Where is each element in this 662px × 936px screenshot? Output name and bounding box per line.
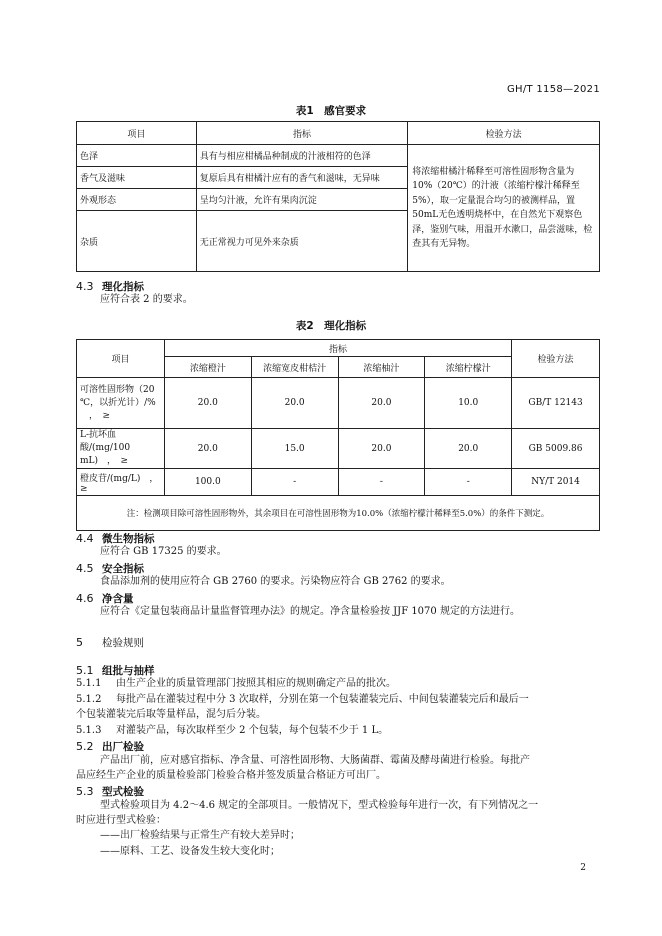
table-row <box>77 469 600 496</box>
section-title: 净含量 <box>102 593 134 605</box>
row-item: 色泽 <box>77 145 197 167</box>
col-group: 指标 <box>164 340 511 357</box>
row-label: 可溶性固形物（20 ℃，以折光计）/% ， ≥ <box>77 378 165 429</box>
row-item: 杂质 <box>77 211 197 272</box>
row-value: 20.0 <box>338 378 425 429</box>
subhead-orange: 浓缩橙汁 <box>164 357 251 378</box>
section-body: 应符合 GB 17325 的要求。 <box>100 546 227 557</box>
col-item: 项目 <box>77 340 165 378</box>
row-spec: 复原后具有柑橘汁应有的香气和滋味，无异味 <box>196 167 408 189</box>
row-label: L-抗坏血酸/(mg/100 mL) ， ≥ <box>77 429 165 469</box>
row-value: 20.0 <box>164 378 251 429</box>
subhead-mandarin: 浓缩宽皮柑桔汁 <box>251 357 338 378</box>
table-row <box>77 429 600 469</box>
row-spec: 呈均匀汁液，允许有果肉沉淀 <box>196 189 408 211</box>
section-body-cont: 品应经生产企业的质量检验部门检验合格并签发质量合格证方可出厂。 <box>76 770 386 781</box>
clause-number: 5.1.1 <box>76 678 102 689</box>
subhead-pomelo: 浓缩柚汁 <box>338 357 425 378</box>
table-row <box>77 378 600 429</box>
section-number: 5.2 <box>76 740 94 753</box>
table-row <box>77 145 600 167</box>
row-method: NY/T 2014 <box>512 469 600 496</box>
clause-5-1-3 <box>76 723 388 738</box>
doc-code: GH/T 1158—2021 <box>506 84 600 95</box>
row-value: - <box>425 469 512 496</box>
sensory-table <box>76 121 600 272</box>
section-title: 型式检验 <box>102 786 144 798</box>
section-title: 安全指标 <box>102 563 144 575</box>
section-title: 检验规则 <box>102 637 144 649</box>
clause-number: 5.1.2 <box>76 694 102 705</box>
table-header-row <box>77 122 600 145</box>
table1-caption: 表1 感官要求 <box>295 105 367 117</box>
row-value: 15.0 <box>251 429 338 469</box>
col-method: 检验方法 <box>408 122 600 145</box>
clause-5-1-2 <box>76 692 529 707</box>
row-item: 香气及滋味 <box>77 167 197 189</box>
section-5-3 <box>76 784 144 799</box>
row-value: 20.0 <box>164 429 251 469</box>
section-5 <box>76 635 144 650</box>
section-title: 理化指标 <box>102 281 144 293</box>
section-body: 产品出厂前，应对感官指标、净含量、可溶性固形物、大肠菌群、霉菌及酵母菌进行检验。每批产 <box>100 755 530 766</box>
row-item: 外观形态 <box>77 189 197 211</box>
clause-text: 每批产品在灌装过程中分 3 次取样，分别在第一个包装灌装完后、中间包装灌装完后和最后一 <box>116 694 529 705</box>
section-number: 4.3 <box>76 280 94 293</box>
subhead-lemon: 浓缩柠檬汁 <box>425 357 512 378</box>
row-method: GB/T 12143 <box>512 378 600 429</box>
section-title: 微生物指标 <box>102 533 155 545</box>
row-value: 10.0 <box>425 378 512 429</box>
section-body: 型式检验项目为 4.2～4.6 规定的全部项目。一般情况下，型式检验每年进行一次，有下列情况之一 <box>100 800 539 811</box>
section-title: 出厂检验 <box>102 741 144 753</box>
row-value: 100.0 <box>164 469 251 496</box>
section-number: 5 <box>76 636 83 649</box>
row-value: 20.0 <box>338 429 425 469</box>
clause-number: 5.1.3 <box>76 725 102 736</box>
sensory-method: 将浓缩柑橘汁稀释至可溶性固形物含量为10%（20℃）的汁液（浓缩柠檬汁稀释至5%），取一定量混合均匀的被测样品，置50mL无色透明烧杯中，在自然光下观察色泽，鉴别气味，用温开水漱口，品尝滋味，检查其有无异物。 <box>408 145 600 272</box>
row-spec: 无正常视力可见外来杂质 <box>196 211 408 272</box>
row-spec: 具有与相应柑橘品种制成的汁液相符的色泽 <box>196 145 408 167</box>
row-value: 20.0 <box>425 429 512 469</box>
clause-text: 对灌装产品，每次取样至少 2 个包装，每个包装不少于 1 L。 <box>116 725 389 736</box>
dash-item: ——原料、工艺、设备发生较大变化时； <box>100 846 280 857</box>
row-value: - <box>338 469 425 496</box>
table-note-row <box>77 496 600 531</box>
clause-text-cont: 个包装灌装完后取等量样品，混匀后分装。 <box>76 709 266 720</box>
row-method: GB 5009.86 <box>512 429 600 469</box>
col-item: 项目 <box>77 122 197 145</box>
col-spec: 指标 <box>196 122 408 145</box>
section-number: 4.5 <box>76 562 94 575</box>
table-note: 注：检测项目除可溶性固形物外，其余项目在可溶性固形物为10.0%（浓缩柠檬汁稀释至5.0%）的条件下测定。 <box>77 496 600 531</box>
physchem-table <box>76 339 600 531</box>
table-header-row <box>77 340 600 357</box>
section-body-cont: 时应进行型式检验： <box>76 815 166 826</box>
row-label: 橙皮苷/(mg/L) ，≥ <box>77 469 165 496</box>
table2-caption: 表2 理化指标 <box>295 320 367 332</box>
section-number: 5.1 <box>76 664 94 677</box>
row-value: 20.0 <box>251 378 338 429</box>
col-method: 检验方法 <box>512 340 600 378</box>
section-body: 应符合表 2 的要求。 <box>100 294 193 305</box>
section-body: 应符合《定量包装商品计量监督管理办法》的规定。净含量检验按 JJF 1070 规定的方法进行。 <box>100 606 520 617</box>
section-number: 4.4 <box>76 532 94 545</box>
section-5-2 <box>76 739 144 754</box>
section-title: 组批与抽样 <box>102 665 155 677</box>
dash-item: ——出厂检验结果与正常生产有较大差异时； <box>100 830 300 841</box>
page-number: 2 <box>580 863 586 873</box>
clause-5-1-1 <box>76 676 396 691</box>
section-number: 4.6 <box>76 592 94 605</box>
clause-text: 由生产企业的质量管理部门按照其相应的规则确定产品的批次。 <box>116 678 396 689</box>
row-value: - <box>251 469 338 496</box>
section-number: 5.3 <box>76 785 94 798</box>
section-body: 食品添加剂的使用应符合 GB 2760 的要求。污染物应符合 GB 2762 的要求。 <box>100 576 451 587</box>
